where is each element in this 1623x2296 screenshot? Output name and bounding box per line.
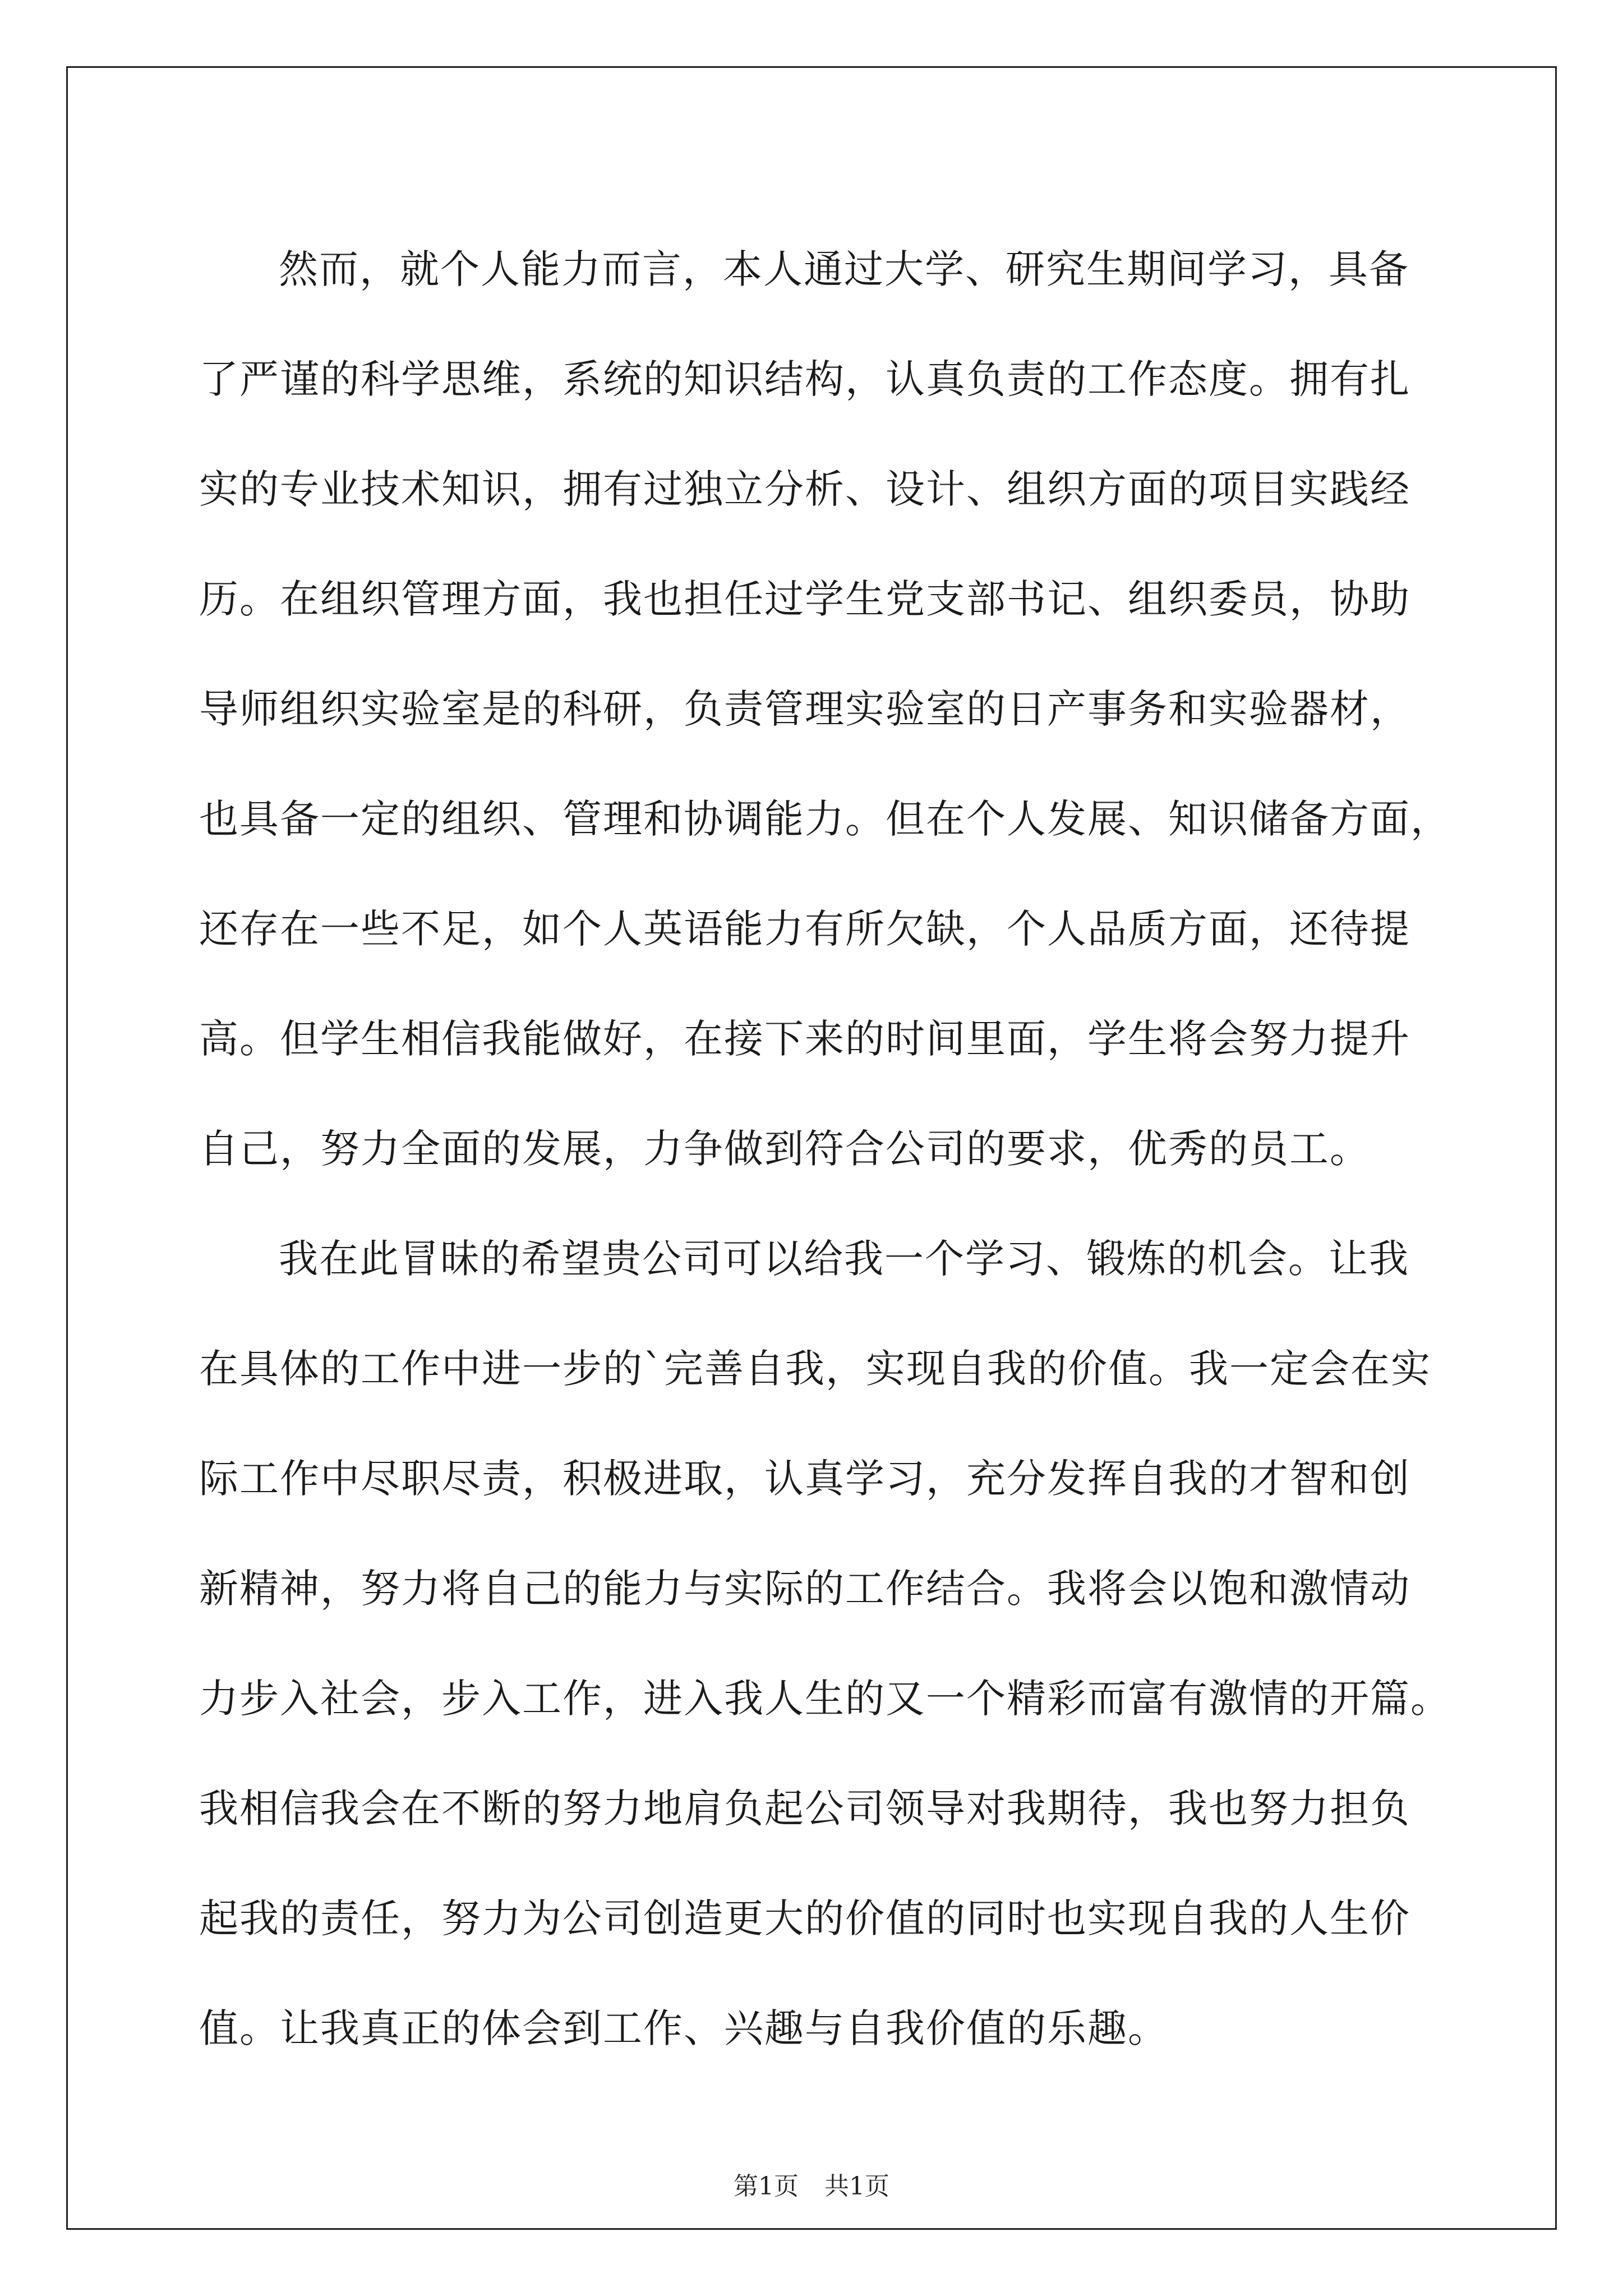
page-number: 第1页 bbox=[734, 2172, 799, 2201]
page-footer bbox=[0, 2170, 1623, 2203]
text-line: 新精神，努力将自己的能力与实际的工作结合。我将会以饱和激情动 bbox=[199, 1566, 1410, 1612]
text-line: 力步入社会，步入工作，进入我人生的又一个精彩而富有激情的开篇。 bbox=[199, 1676, 1451, 1722]
text-line: 高。但学生相信我能做好，在接下来的时间里面，学生将会努力提升 bbox=[199, 1016, 1410, 1062]
text-line: 了严谨的科学思维，系统的知识结构，认真负责的工作态度。拥有扎 bbox=[199, 356, 1410, 402]
text-line: 导师组织实验室是的科研，负责管理实验室的日产事务和实验器材， bbox=[199, 686, 1410, 732]
text-line: 自己，努力全面的发展，力争做到符合公司的要求，优秀的员工。 bbox=[199, 1126, 1370, 1172]
text-line: 实的专业技术知识，拥有过独立分析、设计、组织方面的项目实践经 bbox=[199, 466, 1410, 512]
text-line: 值。让我真正的体会到工作、兴趣与自我价值的乐趣。 bbox=[199, 2005, 1168, 2051]
document-body bbox=[199, 214, 1451, 2083]
text-line: 我在此冒昧的希望贵公司可以给我一个学习、锻炼的机会。让我 bbox=[279, 1236, 1409, 1282]
text-line: 然而，就个人能力而言，本人通过大学、研究生期间学习，具备 bbox=[279, 246, 1409, 292]
page-total: 共1页 bbox=[824, 2172, 889, 2201]
text-line: 起我的责任，努力为公司创造更大的价值的同时也实现自我的人生价 bbox=[199, 1895, 1410, 1941]
text-line: 在具体的工作中进一步的`完善自我，实现自我的价值。我一定会在实 bbox=[199, 1346, 1431, 1392]
text-line: 我相信我会在不断的努力地肩负起公司领导对我期待，我也努力担负 bbox=[199, 1786, 1410, 1832]
text-line: 还存在一些不足，如个人英语能力有所欠缺，个人品质方面，还待提 bbox=[199, 906, 1410, 952]
text-line: 也具备一定的组织、管理和协调能力。但在个人发展、知识储备方面， bbox=[199, 796, 1451, 842]
text-line: 历。在组织管理方面，我也担任过学生党支部书记、组织委员，协助 bbox=[199, 576, 1410, 622]
text-line: 际工作中尽职尽责，积极进取，认真学习，充分发挥自我的才智和创 bbox=[199, 1456, 1410, 1502]
